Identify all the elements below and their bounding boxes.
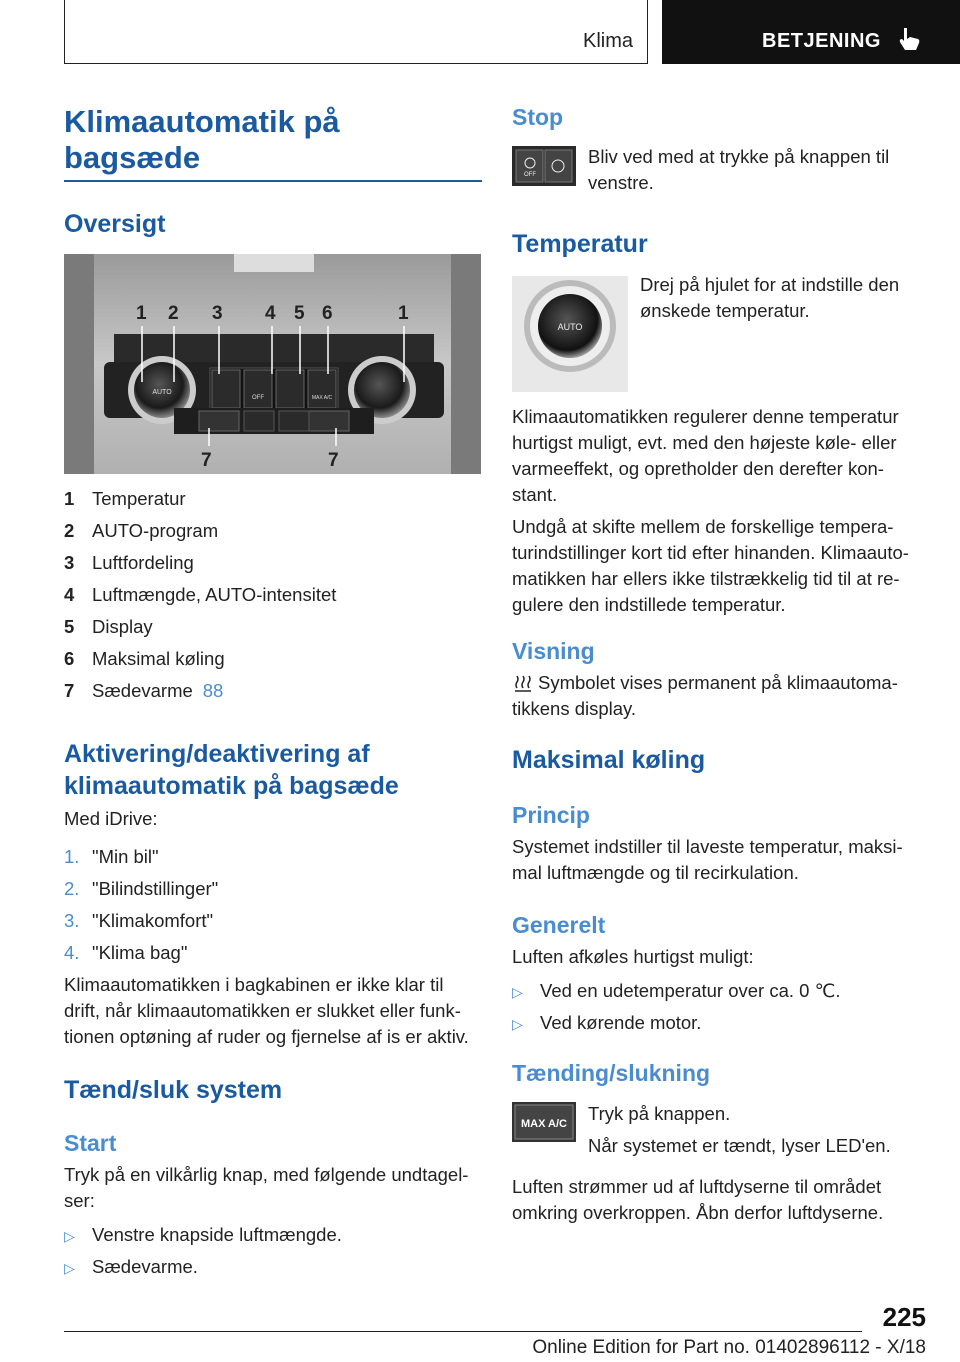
display-text: Symbolet vises permanent på klimaautoma- tikkens display. xyxy=(512,672,898,719)
legend-item: 5 Display xyxy=(64,616,153,637)
general-bullet: ▷ Ved en udetemperatur over ca. 0 ℃. xyxy=(512,980,841,1001)
temperature-paragraph-1: Klimaautomatikken regulerer denne temperatur hurtigst muligt, evt. med den højeste køle- eller varmeeffekt, og opretholder den derefter kon- stant. xyxy=(512,406,899,505)
panel-number: 7 xyxy=(328,450,339,471)
panel-number: 4 xyxy=(265,303,276,324)
idrive-step: 3. "Klimakomfort" xyxy=(64,910,214,931)
pointing-hand-icon xyxy=(896,26,922,52)
panel-number: 1 xyxy=(398,303,409,324)
principle-text: Systemet indstiller til laveste temperatur, maksi- mal luftmængde og til recirkulation. xyxy=(512,836,903,883)
footer-rule xyxy=(64,1331,862,1332)
idrive-step: 1. "Min bil" xyxy=(64,846,159,867)
panel-number: 6 xyxy=(322,303,333,324)
panel-number: 5 xyxy=(294,303,305,324)
idrive-step: 4. "Klima bag" xyxy=(64,942,188,963)
footer-edition: Online Edition for Part no. 01402896112 - X/18 xyxy=(532,1337,926,1358)
panel-number: 3 xyxy=(212,303,223,324)
general-intro: Luften afkøles hurtigst muligt: xyxy=(512,946,754,967)
legend-item: 3 Luftfordeling xyxy=(64,552,194,573)
switch-heading: Tænding/slukning xyxy=(512,1060,711,1086)
legend-item: 4 Luftmængde, AUTO-intensitet xyxy=(64,584,337,605)
onoff-heading: Tænd/sluk system xyxy=(64,1076,283,1104)
start-text: Tryk på en vilkårlig knap, med følgende undtagel- ser: xyxy=(64,1164,469,1211)
panel-number: 2 xyxy=(168,303,179,324)
panel-number: 1 xyxy=(136,303,147,324)
stop-heading: Stop xyxy=(512,104,564,130)
page-title: Klimaautomatik på bagsæde xyxy=(64,104,340,175)
exception-item: ▷ Venstre knapside luftmængde. xyxy=(64,1224,342,1245)
display-heading: Visning xyxy=(512,638,595,664)
panel-off-label: OFF xyxy=(252,395,264,401)
off-button-image xyxy=(512,146,576,186)
climate-panel-photo xyxy=(64,254,481,474)
idrive-step: 2. "Bilindstillinger" xyxy=(64,878,219,899)
max-ac-button-image xyxy=(512,1102,576,1142)
idrive-intro: Med iDrive: xyxy=(64,808,158,829)
legend-item: 2 AUTO-program xyxy=(64,520,219,541)
header-section: Klima xyxy=(582,30,633,52)
activation-heading: Aktivering/deaktivering af klimaautomatik på bagsæde xyxy=(64,740,399,800)
svg-text:AUTO: AUTO xyxy=(557,322,583,332)
panel-number: 7 xyxy=(201,450,212,471)
principle-heading: Princip xyxy=(512,802,590,828)
airflow-text: Luften strømmer ud af luftdyserne til området omkring overkroppen. Åbn derfor luftdyserne. xyxy=(512,1176,884,1223)
title-rule xyxy=(64,180,482,182)
temperature-text: Drej på hjulet for at indstille den ønskede temperatur. xyxy=(640,274,900,321)
max-cooling-heading: Maksimal køling xyxy=(512,746,706,774)
legend-item: 7 Sædevarme 88 xyxy=(64,680,224,701)
legend-item: 6 Maksimal køling xyxy=(64,648,225,669)
general-bullet: ▷ Ved kørende motor. xyxy=(512,1012,702,1033)
temperature-heading: Temperatur xyxy=(512,230,648,258)
temperature-knob-image xyxy=(512,276,628,392)
svg-text:OFF: OFF xyxy=(524,172,536,178)
exception-item: ▷ Sædevarme. xyxy=(64,1256,198,1277)
start-heading: Start xyxy=(64,1130,117,1156)
panel-auto-label: AUTO xyxy=(152,389,172,396)
switch-text: Tryk på knappen. Når systemet er tændt, lyser LED'en. xyxy=(588,1103,891,1156)
legend-item: 1 Temperatur xyxy=(64,488,186,509)
header-chapter: BETJENING xyxy=(762,30,881,52)
overview-heading: Oversigt xyxy=(64,210,166,238)
panel-max-label: MAX A/C xyxy=(311,395,333,401)
stop-text: Bliv ved med at trykke på knappen til venstre. xyxy=(588,146,890,193)
temperature-paragraph-2: Undgå at skifte mellem de forskellige tempera- turindstillinger kort tid efter hinanden. Klimaauto- matikken har ellers ikke tilstrækkelig tid til at re- gulere den indstillede temperatur. xyxy=(512,516,909,615)
svg-text:MAX A/C: MAX A/C xyxy=(520,1118,568,1130)
general-heading: Generelt xyxy=(512,912,606,938)
page-number: 225 xyxy=(882,1302,926,1332)
page-ref-link[interactable]: 88 xyxy=(202,680,224,701)
header-section-box xyxy=(64,0,648,64)
rear-climate-note: Klimaautomatikken i bagkabinen er ikke klar til drift, når klimaautomatikken er slukket eller funk- tionen optøning af ruder og fjernelse af is er aktiv. xyxy=(64,974,469,1047)
header-chapter-box xyxy=(662,0,960,64)
